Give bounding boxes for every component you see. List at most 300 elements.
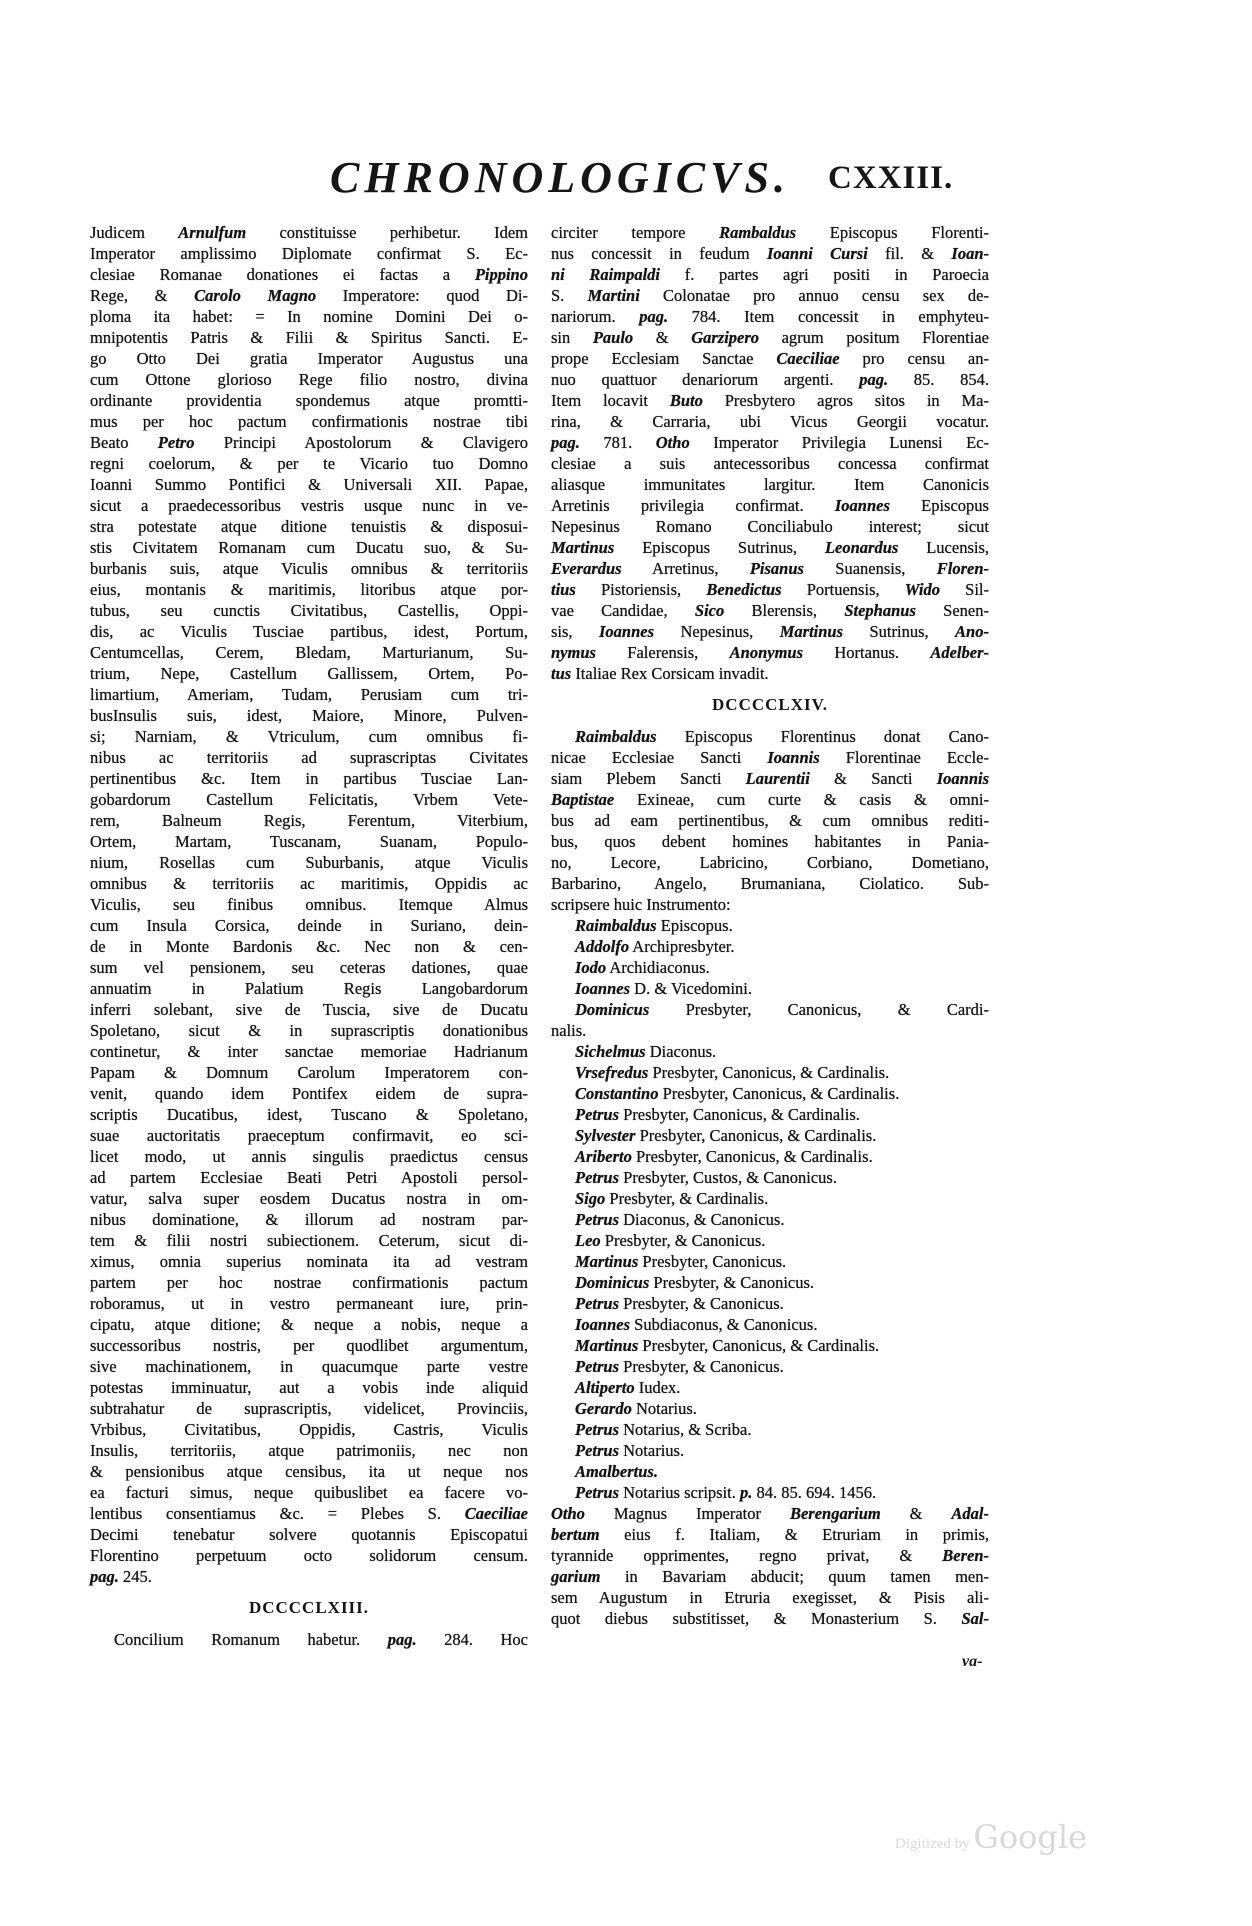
text-line: [90, 516, 528, 537]
text-line: [551, 831, 989, 852]
text-run: Centumcellas, Cerem, Bledam, Marturianum, Su-: [90, 643, 528, 662]
text-run: Italiae Rex Corsicam invadit.: [571, 664, 769, 683]
text-run: Concilium Romanum habetur.: [114, 1630, 388, 1649]
text-run: Decimi tenebatur solvere quotannis Episcopatui: [90, 1525, 528, 1544]
italic-name: Floren-: [936, 559, 989, 578]
text-line: [551, 1167, 989, 1188]
italic-name: ni Raimpaldi: [551, 265, 661, 284]
italic-name: Martinus: [575, 1252, 639, 1271]
text-run: cipatu, atque ditione; & neque a nobis, neque a: [90, 1315, 528, 1334]
text-line: [551, 768, 989, 789]
text-run: Imperator amplissimo Diplomate confirmat S. Ec-: [90, 244, 528, 263]
text-line: [551, 558, 989, 579]
left-column: [90, 222, 528, 1650]
text-line: [551, 306, 989, 327]
text-line: [551, 222, 989, 243]
italic-name: Petrus: [575, 1294, 620, 1313]
text-run: suae auctoritatis praeceptum confirmavit, eo sci-: [90, 1126, 528, 1145]
text-run: Presbyter, Canonicus, & Cardinalis.: [638, 1336, 880, 1355]
text-run: successoribus nostris, per quodlibet argumentum,: [90, 1336, 528, 1355]
text-run: vatur, salva super eosdem Ducatus nostra in om-: [90, 1189, 528, 1208]
text-run: Notarius.: [631, 1399, 697, 1418]
text-line: [90, 852, 528, 873]
year-heading-963: DCCCCLXIII.: [248, 1598, 370, 1617]
text-run: Diaconus.: [645, 1042, 717, 1061]
text-run: Presbyter, Canonicus, & Cardinalis.: [658, 1084, 900, 1103]
text-run: Nepesinus Romano Conciliabulo interest; sicut: [551, 517, 989, 536]
text-line: [551, 390, 989, 411]
text-run: Falerensis,: [595, 643, 730, 662]
text-run: tubus, seu cunctis Civitatibus, Castellis, Oppi-: [90, 601, 528, 620]
text-line: [90, 642, 528, 663]
text-line: [551, 537, 989, 558]
text-run: roboramus, ut in vestro permaneant iure, prin-: [90, 1294, 528, 1313]
text-run: nalis.: [551, 1021, 587, 1040]
text-run: Lucensis,: [898, 538, 990, 557]
text-line: [551, 264, 989, 285]
text-run: Hortanus.: [803, 643, 931, 662]
text-run: Imperatore: quod Di-: [316, 286, 528, 305]
text-line: [551, 1146, 989, 1167]
text-run: clesiae a suis antecessoribus concessa confirmat: [551, 454, 989, 473]
text-line: [90, 894, 528, 915]
text-run: rina, & Carraria, ubi Vicus Georgii vocatur.: [551, 412, 989, 431]
text-line: [90, 915, 528, 936]
text-run: nuo quattuor denariorum argenti.: [551, 370, 860, 389]
text-line: [90, 327, 528, 348]
text-run: Presbyter, Canonicus.: [638, 1252, 787, 1271]
text-line: [90, 369, 528, 390]
right-column-text-top: [551, 222, 989, 684]
text-run: Episcopus: [889, 496, 989, 515]
text-run: si; Narniam, & Vtriculum, cum omnibus fi-: [90, 727, 528, 746]
italic-name: Sichelmus: [575, 1042, 646, 1061]
text-line: [90, 1062, 528, 1083]
text-run: rem, Balneum Regis, Ferentum, Viterbium,: [90, 811, 528, 830]
text-line: [551, 810, 989, 831]
italic-name: Dominicus: [575, 1000, 650, 1019]
text-run: gobardorum Castellum Felicitatis, Vrbem Vete-: [90, 790, 528, 809]
italic-name: Arnulfum: [178, 223, 247, 242]
text-run: Florentinae Eccle-: [819, 748, 989, 767]
text-line: [90, 474, 528, 495]
italic-name: pag.: [639, 307, 669, 326]
text-run: busInsulis suis, idest, Maiore, Minore, Pulven-: [90, 706, 528, 725]
text-run: partem per hoc nostrae confirmationis pactum: [90, 1273, 528, 1292]
text-run: Presbyter, & Canonicus.: [619, 1294, 784, 1313]
text-run: in Bavariam abducit; quum tamen men-: [600, 1567, 989, 1586]
text-run: sem Augustum in Etruria exegisset, & Pisis ali-: [551, 1588, 989, 1607]
text-line: [551, 1377, 989, 1398]
italic-name: Altiperto: [575, 1378, 635, 1397]
text-run: ploma ita habet: = In nomine Domini Dei o-: [90, 307, 528, 326]
italic-name: Paulo: [592, 328, 634, 347]
italic-name: Ioannes: [834, 496, 890, 515]
text-run: Presbyter, & Cardinalis.: [605, 1189, 769, 1208]
text-line: [90, 453, 528, 474]
text-run: Ioanni Summo Pontifici & Universali XII. Papae,: [90, 475, 528, 494]
text-run: cum Insula Corsica, deinde in Suriano, dein-: [90, 916, 528, 935]
italic-name: Petrus: [575, 1357, 620, 1376]
text-line: [551, 789, 989, 810]
text-run: Exineae, cum curte & casis & omni-: [614, 790, 989, 809]
right-column-text-bottom: [551, 726, 989, 1629]
text-line: [551, 495, 989, 516]
text-run: Presbyter, Custos, & Canonicus.: [619, 1168, 837, 1187]
text-run: Papam & Domnum Carolum Imperatorem con-: [90, 1063, 528, 1082]
text-run: tem & filii nostri subiectionem. Ceterum, sicut di-: [90, 1231, 528, 1250]
text-run: S.: [551, 286, 588, 305]
text-run: Episcopus Sutrinus,: [614, 538, 825, 557]
text-line: [90, 1398, 528, 1419]
text-run: 284. Hoc: [416, 1630, 528, 1649]
italic-name: Pippino: [474, 265, 528, 284]
text-line: [551, 1314, 989, 1335]
text-line: [551, 936, 989, 957]
text-run: pro censu an-: [839, 349, 989, 368]
text-run: siam Plebem Sancti: [551, 769, 746, 788]
text-run: Ortem, Martam, Tuscanam, Suanam, Populo-: [90, 832, 528, 851]
text-line: [551, 1503, 989, 1524]
text-line: [551, 1482, 989, 1503]
text-line: [551, 1272, 989, 1293]
text-run: aliasque immunitates largitur. Item Canonicis: [551, 475, 989, 494]
text-run: ximus, omnia superius nominata ita ad vestram: [90, 1252, 528, 1271]
year-heading-964: DCCCCLXIV.: [712, 695, 828, 714]
text-run: pertinentibus &c. Item in partibus Tusciae Lan-: [90, 769, 528, 788]
text-line: [90, 558, 528, 579]
text-line: [551, 915, 989, 936]
text-line: [90, 1293, 528, 1314]
italic-name: Ioannes: [575, 979, 631, 998]
text-run: Presbyter, & Canonicus.: [649, 1273, 815, 1292]
italic-name: tius: [551, 580, 576, 599]
text-line: [90, 495, 528, 516]
text-line: [90, 831, 528, 852]
text-run: ad partem Ecclesiae Beati Petri Apostoli persol-: [90, 1168, 528, 1187]
text-line: [551, 1125, 989, 1146]
text-run: Arretinus,: [621, 559, 750, 578]
text-line: [551, 411, 989, 432]
text-run: nicae Ecclesiae Sancti: [551, 748, 768, 767]
text-run: Notarius scripsit.: [619, 1483, 741, 1502]
text-run: subtrahatur de suprascriptis, videlicet, Provinciis,: [90, 1399, 528, 1418]
italic-name: Petrus: [575, 1105, 620, 1124]
italic-name: Otho: [655, 433, 690, 452]
italic-name: p.: [740, 1483, 753, 1502]
text-run: Principi Apostolorum & Clavigero: [194, 433, 528, 452]
italic-name: Sylvester: [575, 1126, 636, 1145]
text-line: [551, 348, 989, 369]
text-run: bus, quos debent homines habitantes in Pania-: [551, 832, 989, 851]
text-run: Presbyter, Canonicus, & Cardinalis.: [619, 1105, 860, 1124]
text-run: inferri solebant, sive de Tuscia, sive de Ducatu: [90, 1000, 528, 1019]
italic-name: Gerardo: [575, 1399, 632, 1418]
text-run: scripsere huic Instrumento:: [551, 895, 731, 914]
text-line: [551, 1293, 989, 1314]
italic-name: Pisanus: [749, 559, 804, 578]
text-run: nariorum.: [551, 307, 640, 326]
italic-name: Stephanus: [844, 601, 916, 620]
text-run: scriptis Ducatibus, idest, Tuscano & Spoletano,: [90, 1105, 528, 1124]
italic-name: Ioannis: [936, 769, 989, 788]
text-line: [90, 390, 528, 411]
text-run: Diaconus, & Canonicus.: [619, 1210, 785, 1229]
text-line: [551, 327, 989, 348]
text-run: Presbyter, & Canonicus.: [600, 1231, 766, 1250]
text-line: [90, 1125, 528, 1146]
text-run: eius f. Italiam, & Etruriam in primis,: [599, 1525, 989, 1544]
italic-name: garium: [551, 1567, 601, 1586]
italic-name: Ioannis: [767, 748, 820, 767]
text-run: sicut a praedecessoribus vestris usque nunc in ve-: [90, 496, 528, 515]
text-line: [90, 705, 528, 726]
text-line: [551, 579, 989, 600]
text-line: [551, 1062, 989, 1083]
text-line: [90, 747, 528, 768]
text-run: Archipresbyter.: [629, 937, 735, 956]
text-run: licet modo, ut annis singulis praedictus census: [90, 1147, 528, 1166]
italic-name: Constantino: [575, 1084, 659, 1103]
text-run: ea facturi simus, neque quibuslibet ea facere vo-: [90, 1483, 528, 1502]
text-run: 245.: [118, 1567, 152, 1586]
text-line: [90, 243, 528, 264]
text-run: Colonatae pro annuo censu sex de-: [639, 286, 989, 305]
text-line: [551, 1545, 989, 1566]
text-line: [551, 474, 989, 495]
text-run: Barbarino, Angelo, Brumaniana, Ciolatico. Sub-: [551, 874, 989, 893]
text-line: [551, 747, 989, 768]
text-run: Presbyter, Canonicus, & Cardi-: [649, 1000, 989, 1019]
text-run: Imperator Privilegia Lunensi Ec-: [689, 433, 989, 452]
text-line: [90, 999, 528, 1020]
text-run: 84. 85. 694. 1456.: [752, 1483, 877, 1502]
text-run: Notarius, & Scriba.: [619, 1420, 752, 1439]
left-column-text: [90, 222, 528, 1587]
italic-name: Petro: [157, 433, 195, 452]
text-line: [90, 873, 528, 894]
text-run: constituisse perhibetur. Idem: [246, 223, 528, 242]
text-line: [551, 1083, 989, 1104]
text-run: cum Ottone glorioso Rege filio nostro, divina: [90, 370, 528, 389]
text-line: [551, 369, 989, 390]
italic-name: Ano-: [955, 622, 989, 641]
italic-name: Adal-: [951, 1504, 989, 1523]
watermark-prefix: Digitized by: [895, 1836, 970, 1852]
text-line: [551, 1587, 989, 1608]
text-run: tyrannide opprimentes, regno privat, &: [551, 1546, 943, 1565]
text-run: Nepesinus,: [654, 622, 780, 641]
text-line: [90, 1314, 528, 1335]
italic-name: Leo: [575, 1231, 601, 1250]
text-run: Pistoriensis,: [575, 580, 707, 599]
text-run: Notarius.: [619, 1441, 685, 1460]
text-line: [90, 348, 528, 369]
text-run: stra potestate atque ditione tenuistis & disposui-: [90, 517, 528, 536]
italic-name: Wido: [904, 580, 940, 599]
text-line: [551, 1104, 989, 1125]
italic-name: Rambaldus: [719, 223, 797, 242]
text-line: [90, 579, 528, 600]
text-run: Episcopus Florentinus donat Cano-: [656, 727, 989, 746]
italic-name: tus: [551, 664, 572, 683]
text-run: circiter tempore: [551, 223, 720, 242]
text-run: 781.: [579, 433, 656, 452]
text-run: regni coelorum, & per te Vicario tuo Domno: [90, 454, 528, 473]
text-line: [551, 1020, 989, 1041]
text-run: nibus dominatione, & illorum ad nostram par-: [90, 1210, 528, 1229]
text-run: Florentino perpetuum octo solidorum censum.: [90, 1546, 528, 1565]
italic-name: Baptistae: [551, 790, 615, 809]
text-line: [90, 285, 528, 306]
text-line: [551, 663, 989, 684]
text-run: 85. 854.: [888, 370, 990, 389]
text-run: sin: [551, 328, 593, 347]
text-run: Sil-: [939, 580, 989, 599]
italic-name: Leonardus: [824, 538, 899, 557]
italic-name: Raimbaldus: [575, 727, 657, 746]
text-line: [90, 1020, 528, 1041]
text-run: Blerensis,: [724, 601, 845, 620]
text-run: Presbytero agros sitos in Ma-: [702, 391, 989, 410]
text-line: [90, 1482, 528, 1503]
italic-name: Martinus: [575, 1336, 639, 1355]
text-run: potestas imminuatur, aut a vobis inde aliquid: [90, 1378, 528, 1397]
text-line: [551, 1356, 989, 1377]
text-line: [551, 432, 989, 453]
italic-name: pag.: [387, 1630, 417, 1649]
italic-name: Berengarium: [789, 1504, 881, 1523]
italic-name: Otho: [551, 1504, 585, 1523]
text-line: [90, 1461, 528, 1482]
text-line: [551, 1461, 989, 1482]
italic-name: Benedictus: [706, 580, 782, 599]
text-line: [551, 1209, 989, 1230]
italic-name: Beren-: [942, 1546, 989, 1565]
italic-name: Martini: [587, 286, 640, 305]
italic-name: Iodo: [575, 958, 607, 977]
italic-name: Petrus: [575, 1420, 620, 1439]
text-run: D. & Vicedomini.: [630, 979, 753, 998]
text-line: [551, 873, 989, 894]
text-line: [90, 1335, 528, 1356]
text-line: [90, 1377, 528, 1398]
text-run: Spoletano, sicut & in suprascriptis donationibus: [90, 1021, 528, 1040]
italic-name: Laurentii: [745, 769, 810, 788]
text-line: [90, 411, 528, 432]
text-run: agrum positum Florentiae: [759, 328, 989, 347]
text-line: [551, 1608, 989, 1629]
text-run: limartium, Ameriam, Tudam, Perusiam cum tri-: [90, 685, 528, 704]
text-run: f. partes agri positi in Paroecia: [660, 265, 989, 284]
text-run: de in Monte Bardonis &c. Nec non & cen-: [90, 937, 528, 956]
italic-name: pag.: [90, 1567, 119, 1586]
text-line: [551, 600, 989, 621]
text-line: [90, 1146, 528, 1167]
italic-name: Martinus: [779, 622, 844, 641]
italic-name: Garzipero: [691, 328, 760, 347]
italic-name: Martinus: [551, 538, 615, 557]
italic-name: Sigo: [575, 1189, 606, 1208]
text-line: [90, 1083, 528, 1104]
text-line: [551, 642, 989, 663]
italic-name: Caeciliae: [776, 349, 840, 368]
text-run: Senen-: [915, 601, 989, 620]
italic-name: Anonymus: [729, 643, 804, 662]
text-run: mnipotentis Patris & Filii & Spiritus Sancti. E-: [90, 328, 528, 347]
italic-name: Ioanni Cursi: [766, 244, 868, 263]
text-line: [551, 978, 989, 999]
text-run: Episcopus.: [656, 916, 733, 935]
italic-name: nymus: [551, 643, 596, 662]
text-run: Beato: [90, 433, 158, 452]
text-line: [90, 1104, 528, 1125]
text-line: [551, 1398, 989, 1419]
text-line: [551, 894, 989, 915]
italic-name: Raimbaldus: [575, 916, 657, 935]
text-line: [90, 957, 528, 978]
text-line: [90, 1545, 528, 1566]
text-run: Archidiaconus.: [606, 958, 710, 977]
text-run: Magnus Imperator: [584, 1504, 790, 1523]
text-line: [90, 1419, 528, 1440]
text-run: clesiae Romanae donationes ei factas a: [90, 265, 475, 284]
text-run: go Otto Dei gratia Imperator Augustus una: [90, 349, 528, 368]
italic-name: Petrus: [575, 1483, 620, 1502]
text-run: nus concessit in feudum: [551, 244, 767, 263]
text-line: [90, 1440, 528, 1461]
text-run: fil. &: [867, 244, 952, 263]
text-line: [90, 810, 528, 831]
text-line: [90, 1167, 528, 1188]
italic-name: Sal-: [961, 1609, 989, 1628]
text-line: [90, 1566, 528, 1587]
text-run: &: [880, 1504, 952, 1523]
text-line: [90, 222, 528, 243]
italic-name: Amalbertus.: [575, 1462, 658, 1481]
italic-name: Sico: [694, 601, 725, 620]
text-line: [90, 1629, 528, 1650]
text-run: burbanis suis, atque Viculis omnibus & territoriis: [90, 559, 528, 578]
catchword: va-: [962, 1653, 983, 1670]
text-line: [551, 1440, 989, 1461]
text-run: annuatim in Palatium Regis Langobardorum: [90, 979, 528, 998]
text-run: bus ad eam pertinentibus, & cum omnibus rediti-: [551, 811, 989, 830]
text-line: [90, 306, 528, 327]
text-line: [551, 453, 989, 474]
page-number: CXXIII.: [828, 160, 954, 196]
text-run: & Sancti: [809, 769, 937, 788]
text-run: venit, quando idem Pontifex eidem de supra-: [90, 1084, 528, 1103]
text-run: nium, Rosellas cum Suburbanis, atque Viculis: [90, 853, 528, 872]
text-line: [90, 684, 528, 705]
text-run: Arretinis privilegia confirmat.: [551, 496, 835, 515]
text-run: ordinante providentia spondemus atque promtti-: [90, 391, 528, 410]
text-line: [90, 768, 528, 789]
text-line: [551, 1041, 989, 1062]
text-line: [551, 1335, 989, 1356]
italic-name: Dominicus: [575, 1273, 650, 1292]
text-line: [90, 621, 528, 642]
text-line: [551, 726, 989, 747]
text-run: sive machinationem, in quacumque parte vestre: [90, 1357, 528, 1376]
text-line: [551, 243, 989, 264]
text-run: vae Candidae,: [551, 601, 695, 620]
digitized-watermark: [895, 1818, 1087, 1856]
text-line: [551, 1566, 989, 1587]
text-run: continetur, & inter sanctae memoriae Hadrianum: [90, 1042, 528, 1061]
text-run: dis, ac Viculis Tusciae partibus, idest, Portum,: [90, 622, 528, 641]
